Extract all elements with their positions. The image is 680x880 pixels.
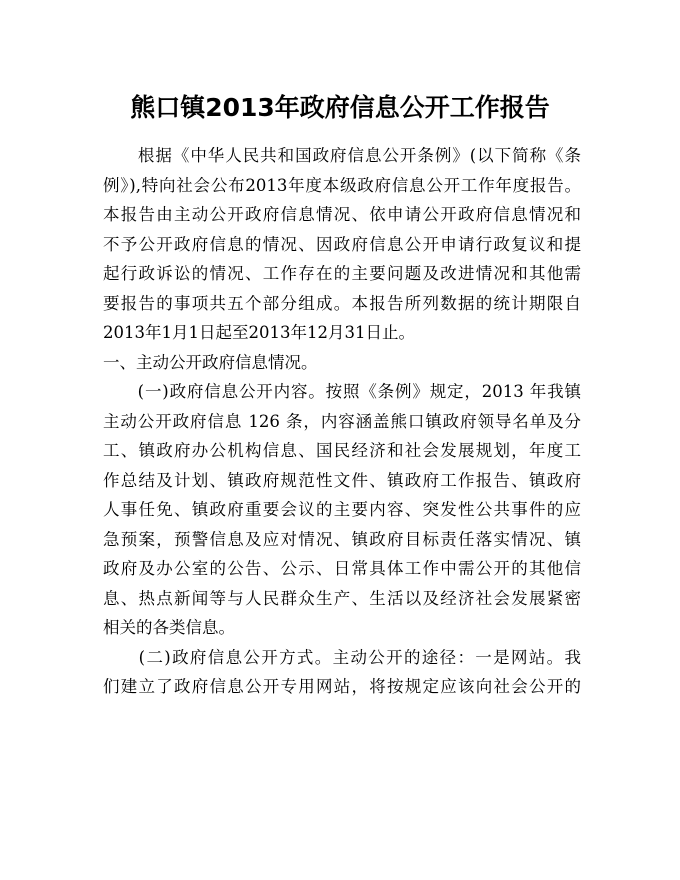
body-line: 工、镇政府办公机构信息、国民经济和社会发展规划，年度工 bbox=[103, 441, 581, 460]
body-line: 2013年1月1日起至2013年12月31日止。 bbox=[103, 323, 415, 342]
body-line: 作总结及计划、镇政府规范性文件、镇政府工作报告、镇政府 bbox=[103, 470, 581, 490]
body-line: 不予公开政府信息的情况、因政府信息公开申请行政复议和提 bbox=[103, 234, 581, 254]
body-line: (二)政府信息公开方式。主动公开的途径：一是网站。我 bbox=[103, 647, 581, 667]
body-line: (一)政府信息公开内容。按照《条例》规定，2013 年我镇 bbox=[103, 382, 581, 401]
body-line: 例》),特向社会公布2013年度本级政府信息公开工作年度报告。 bbox=[103, 175, 581, 195]
body-line: 主动公开政府信息 126 条，内容涵盖熊口镇政府领导名单及分 bbox=[103, 411, 581, 431]
body-line: 息、热点新闻等与人民群众生产、生活以及经济社会发展紧密 bbox=[103, 588, 581, 608]
document-title: 熊口镇2013年政府信息公开工作报告 bbox=[130, 93, 550, 122]
body-line: 起行政诉讼的情况、工作存在的主要问题及改进情况和其他需 bbox=[103, 264, 581, 283]
document-body bbox=[103, 141, 581, 702]
body-line: 人事任免、镇政府重要会议的主要内容、突发性公共事件的应 bbox=[103, 500, 581, 519]
body-line: 要报告的事项共五个部分组成。本报告所列数据的统计期限自 bbox=[103, 293, 581, 313]
body-line: 根据《中华人民共和国政府信息公开条例》(以下简称《条 bbox=[103, 146, 581, 165]
body-line: 本报告由主动公开政府信息情况、依申请公开政府信息情况和 bbox=[103, 205, 581, 224]
body-line: 们建立了政府信息公开专用网站，将按规定应该向社会公开的 bbox=[103, 677, 581, 696]
body-line: 急预案，预警信息及应对情况、镇政府目标责任落实情况、镇 bbox=[103, 529, 581, 549]
body-line: 政府及办公室的公告、公示、日常具体工作中需公开的其他信 bbox=[103, 559, 581, 578]
section-heading: 一、主动公开政府信息情况。 bbox=[103, 352, 318, 372]
body-line: 相关的各类信息。 bbox=[103, 618, 235, 637]
